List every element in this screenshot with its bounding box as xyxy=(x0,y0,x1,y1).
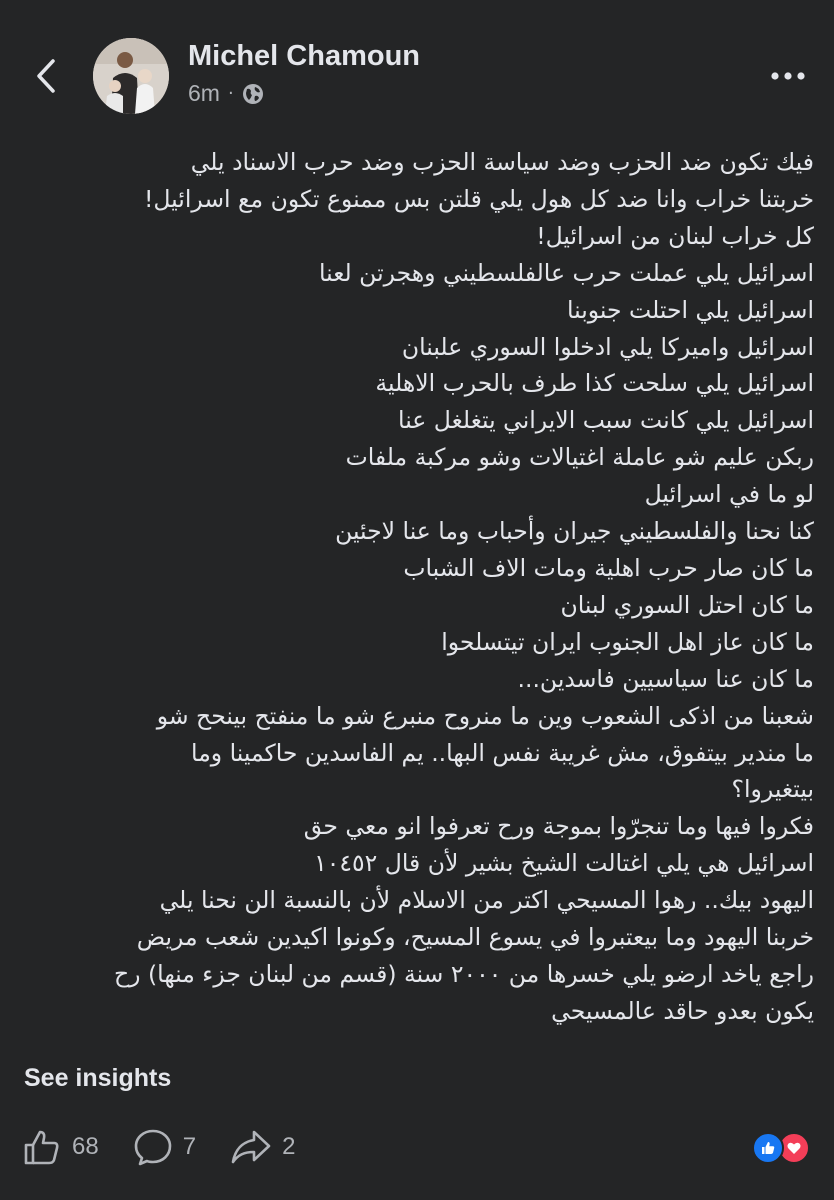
post-line: لو ما في اسرائيل xyxy=(644,480,814,509)
post-timestamp[interactable]: 6m xyxy=(188,80,220,106)
post-line: ما كان احتل السوري لبنان xyxy=(560,590,814,619)
post-line: اسرائيل واميركا يلي ادخلوا السوري علبنان xyxy=(401,332,814,361)
post-line: ما كان عنا سياسيين فاسدين... xyxy=(517,664,814,693)
post-line: ربكن عليم شو عاملة اغتيالات وشو مركبة ملفات xyxy=(345,443,814,472)
post-line: بيتغيروا؟ xyxy=(731,775,814,804)
post-line: فيك تكون ضد الحزب وضد سياسة الحزب وضد حرب الاسناد يلي xyxy=(190,148,814,176)
meta-separator: · xyxy=(227,83,234,104)
post-header xyxy=(0,0,834,140)
post-line: يكون بعدو حاقد عالمسيحي xyxy=(551,996,814,1025)
comment-bubble-icon xyxy=(133,1127,173,1167)
post-line: اليهود بيك.. رهوا المسيحي اكتر من الاسلام لأن بالنسبة الن نحنا يلي xyxy=(159,886,814,915)
post-line: ما كان عاز اهل الجنوب ايران تيتسلحوا xyxy=(441,627,814,656)
more-options-button[interactable] xyxy=(762,56,814,96)
author-name[interactable]: Michel Chamoun xyxy=(188,40,421,72)
post-line: اسرائيل يلي احتلت جنوبنا xyxy=(566,295,814,324)
chevron-left-icon xyxy=(31,56,61,96)
globe-icon[interactable] xyxy=(242,83,264,105)
share-count: 2 xyxy=(282,1133,296,1160)
post-line: شعبنا من اذكى الشعوب وين ما منروح منبرع شو ما منفتح بينحح شو xyxy=(156,701,814,730)
post-line: كنا نحنا والفلسطيني جيران وأحباب وما عنا لاجئين xyxy=(335,517,814,546)
share-button[interactable] xyxy=(230,1127,295,1167)
like-count: 68 xyxy=(72,1133,99,1160)
post-line: راجع ياخد ارضو يلي خسرها من ٢٠٠٠ سنة (قسم من لبنان جزء منها) رح xyxy=(114,959,814,988)
post-text xyxy=(26,144,814,1030)
post-line: اسرائيل يلي عملت حرب عالفلسطيني وهجرتن لعنا xyxy=(318,258,814,287)
post-line: اسرائيل يلي سلحت كذا طرف بالحرب الاهلية xyxy=(375,369,814,398)
back-button[interactable] xyxy=(20,50,72,102)
more-horizontal-icon xyxy=(770,71,806,81)
reactions-summary[interactable] xyxy=(752,1130,810,1166)
like-reaction-icon xyxy=(752,1132,784,1164)
action-bar xyxy=(22,1124,329,1170)
comment-button[interactable] xyxy=(133,1127,196,1167)
avatar-photo xyxy=(93,38,169,114)
post-line: فكروا فيها وما تنجرّوا بموجة ورح تعرفوا انو معي حق xyxy=(303,812,814,841)
post-line: خربتنا خراب وانا ضد كل هول يلي قلتن بس ممنوع تكون مع اسرائيل! xyxy=(143,184,814,213)
avatar[interactable] xyxy=(93,38,169,114)
post-line: اسرائيل يلي كانت سبب الايراني يتغلغل عنا xyxy=(398,406,814,435)
comment-count: 7 xyxy=(182,1133,197,1160)
like-button[interactable] xyxy=(22,1127,99,1167)
post-line: ما مندير بيتفوق، مش غريبة نفس البها.. يم الفاسدين حاكمينا وما xyxy=(191,738,814,767)
post-line: خربنا اليهود وما بيعتبروا في يسوع المسيح، وكونوا اكيدين شعب مريض xyxy=(136,923,814,952)
post-line: كل خراب لبنان من اسرائيل! xyxy=(536,221,814,250)
thumbs-up-icon xyxy=(22,1127,62,1167)
post-line: اسرائيل هي يلي اغتالت الشيخ بشير لأن قال ١٠٤٥٢ xyxy=(314,849,814,878)
see-insights-link[interactable]: See insights xyxy=(24,1064,172,1092)
post-line: ما كان صار حرب اهلية ومات الاف الشباب xyxy=(403,553,814,582)
share-arrow-icon xyxy=(230,1127,272,1167)
post-meta xyxy=(188,80,264,107)
